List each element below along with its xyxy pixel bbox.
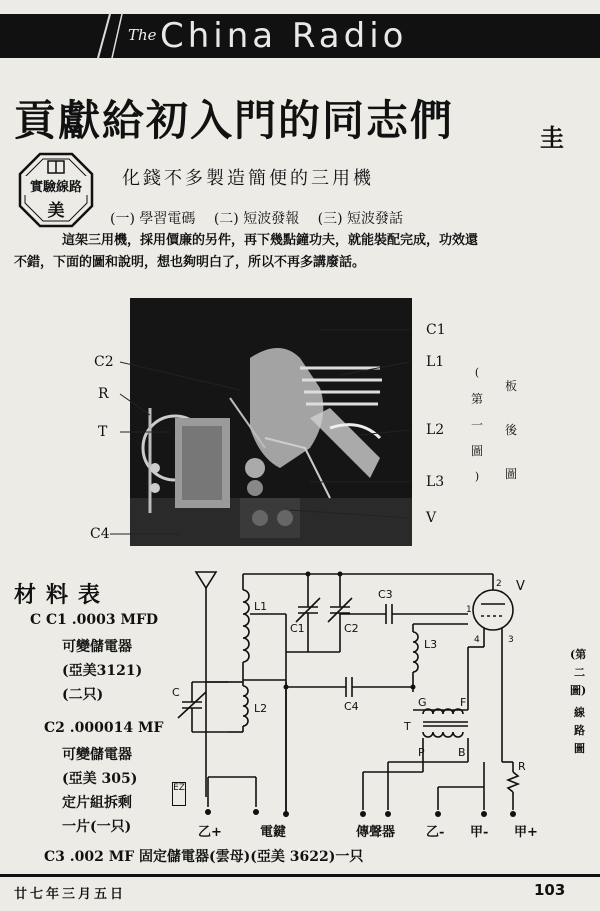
sch-pin-2: 2 xyxy=(496,579,502,589)
sch-caption-char: 圖 xyxy=(574,742,585,755)
sch-label-c3: C3 xyxy=(378,588,393,601)
sch-label-v: V xyxy=(516,579,525,594)
parts-line: C2 .000014 MF xyxy=(44,720,164,736)
magazine-banner xyxy=(0,14,600,58)
intro-line-1: 這架三用機，採用價廉的另件，再下幾點鐘功夫，就能裝配完成，功效還 xyxy=(62,233,479,248)
sch-label-b: B xyxy=(458,746,466,759)
page-number: 103 xyxy=(534,881,566,899)
sch-caption-char: 線 xyxy=(574,706,585,719)
sch-label-c4: C4 xyxy=(344,700,359,713)
parts-line: 可變儲電器 xyxy=(62,747,132,763)
badge-mark: 美 xyxy=(47,201,65,221)
sch-label-f: F xyxy=(460,696,467,709)
feature-item: (一) 學習電碼 xyxy=(110,211,196,227)
parts-line: 可變儲電器 xyxy=(62,639,132,655)
label-c2: C2 xyxy=(94,354,114,370)
sch-caption-char: 圖) xyxy=(570,684,587,697)
article-title: 貢獻給初入門的同志們 xyxy=(14,96,455,145)
sch-pin-3: 3 xyxy=(508,635,514,645)
caption-mid-col: ( 第 一 圖 ) xyxy=(470,366,483,483)
circuit-schematic xyxy=(168,562,594,852)
label-c4: C4 xyxy=(90,526,110,542)
terminal-label: 乙- xyxy=(426,825,445,840)
label-v: V xyxy=(426,510,437,526)
footer-date: 廿七年三月五日 xyxy=(14,887,127,902)
parts-line-c3: C3 .002 MF 固定儲電器(雲母)(亞美 3622)一只 xyxy=(44,849,364,865)
terminal-label: 乙+ xyxy=(198,825,222,840)
feature-item: (三) 短波發話 xyxy=(317,211,404,227)
parts-line: (二只) xyxy=(62,687,104,703)
badge-text: 實驗線路 xyxy=(24,176,88,195)
sch-label-r: R xyxy=(518,760,526,773)
banner-title: China Radio xyxy=(160,16,408,56)
label-c1: C1 xyxy=(426,322,446,338)
intro-paragraph xyxy=(14,230,584,274)
sch-label-g: G xyxy=(418,696,427,709)
footer-rule xyxy=(0,874,600,877)
parts-line: 一片(一只) xyxy=(62,819,132,835)
caption-title-col xyxy=(504,364,518,496)
caption-char: 第 xyxy=(470,392,483,406)
caption-char: 圖 xyxy=(470,444,483,458)
sch-label-l1: L1 xyxy=(254,600,268,613)
sch-label-c2: C2 xyxy=(344,622,359,635)
parts-line: C C1 .0003 MFD xyxy=(30,612,159,628)
feature-list xyxy=(110,208,417,228)
label-l2: L2 xyxy=(426,422,445,438)
terminal-label: 甲- xyxy=(470,825,489,840)
terminal-label: 電鍵 xyxy=(260,825,287,840)
feature-item: (二) 短波發報 xyxy=(213,211,300,227)
article-subtitle: 化錢不多製造簡便的三用機 xyxy=(122,168,374,189)
label-r: R xyxy=(98,386,109,402)
switch-box-label: EZ xyxy=(173,783,185,793)
parts-line: 定片組拆剩 xyxy=(62,795,132,811)
rear-panel-photo xyxy=(130,298,412,546)
parts-line: (亞美3121) xyxy=(62,663,143,679)
sch-pin-1: 1 xyxy=(466,605,472,615)
sch-label-l2: L2 xyxy=(254,702,268,715)
sch-label-t: T xyxy=(404,720,411,733)
label-t: T xyxy=(98,424,108,440)
caption-char: 圖 xyxy=(504,467,517,481)
photo-drawing xyxy=(130,298,412,546)
sch-label-c: C xyxy=(172,686,180,699)
parts-list-title: 材料表 xyxy=(14,582,111,608)
sch-caption-char: 路 xyxy=(574,724,585,737)
caption-char: 板 xyxy=(504,379,517,393)
sch-label-l3: L3 xyxy=(424,638,438,651)
label-l1: L1 xyxy=(426,354,445,370)
experiment-badge xyxy=(18,152,94,228)
article-author: 圭 xyxy=(540,123,564,152)
intro-line-2: 不錯，下面的圖和說明，想也夠明白了，所以不再多講廢話。 xyxy=(14,255,366,270)
terminal-label: 傳聲器 xyxy=(356,825,396,840)
banner-prefix: The xyxy=(128,26,157,44)
caption-char: 一 xyxy=(470,418,483,432)
sch-caption-char: 二 xyxy=(574,666,585,679)
sch-pin-4: 4 xyxy=(474,635,480,645)
caption-char: 後 xyxy=(504,423,517,437)
sch-label-c1: C1 xyxy=(290,622,305,635)
sch-caption-char: (第 xyxy=(570,648,587,661)
label-l3: L3 xyxy=(426,474,445,490)
figure1-caption xyxy=(470,360,530,500)
sch-label-p: P xyxy=(418,746,425,759)
terminal-label: 甲+ xyxy=(514,825,538,840)
parts-line: (亞美 305) xyxy=(62,771,138,787)
